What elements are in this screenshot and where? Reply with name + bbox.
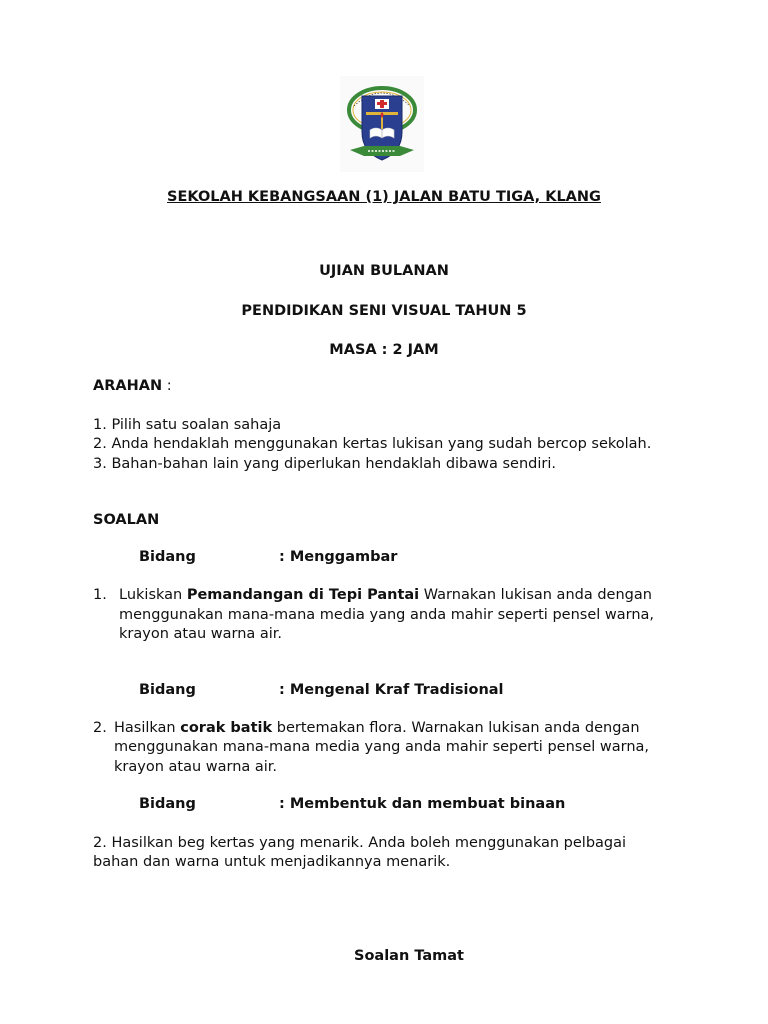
instruction-item: 1. Pilih satu soalan sahaja <box>93 417 282 433</box>
section-field-label: Bidang <box>139 682 196 698</box>
question-line: bahan dan warna untuk menjadikannya menarik. <box>93 854 451 870</box>
end-of-questions: Soalan Tamat <box>354 948 464 964</box>
question-line: krayon atau warna air. <box>114 759 278 775</box>
section-field-value: : Membentuk dan membuat binaan <box>279 796 566 812</box>
instruction-item: 3. Bahan-bahan lain yang diperlukan hendaklah dibawa sendiri. <box>93 456 556 472</box>
instruction-item: 2. Anda hendaklah menggunakan kertas lukisan yang sudah bercop sekolah. <box>93 436 652 452</box>
question-line: menggunakan mana-mana media yang anda mahir seperti pensel warna, <box>119 607 655 623</box>
school-crest-logo <box>340 76 424 172</box>
exam-type: UJIAN BULANAN <box>319 263 449 279</box>
section-field-value: : Menggambar <box>279 549 398 565</box>
section-field-label: Bidang <box>139 549 196 565</box>
instructions-heading: ARAHAN : <box>93 378 172 394</box>
question-line: Lukiskan Pemandangan di Tepi Pantai Warnakan lukisan anda dengan <box>119 587 652 603</box>
question-number: 2. <box>93 720 107 736</box>
section-field-label: Bidang <box>139 796 196 812</box>
exam-duration: MASA : 2 JAM <box>329 342 439 358</box>
question-line: krayon atau warna air. <box>119 626 283 642</box>
school-name: SEKOLAH KEBANGSAAN (1) JALAN BATU TIGA, KLANG <box>167 189 601 205</box>
questions-heading: SOALAN <box>93 512 160 528</box>
question-line: menggunakan mana-mana media yang anda mahir seperti pensel warna, <box>114 739 650 755</box>
question-line: 2. Hasilkan beg kertas yang menarik. Anda boleh menggunakan pelbagai <box>93 835 627 851</box>
question-line: Hasilkan corak batik bertemakan flora. Warnakan lukisan anda dengan <box>114 720 640 736</box>
section-field-value: : Mengenal Kraf Tradisional <box>279 682 504 698</box>
question-number: 1. <box>93 587 107 603</box>
subject-title: PENDIDIKAN SENI VISUAL TAHUN 5 <box>241 303 527 319</box>
